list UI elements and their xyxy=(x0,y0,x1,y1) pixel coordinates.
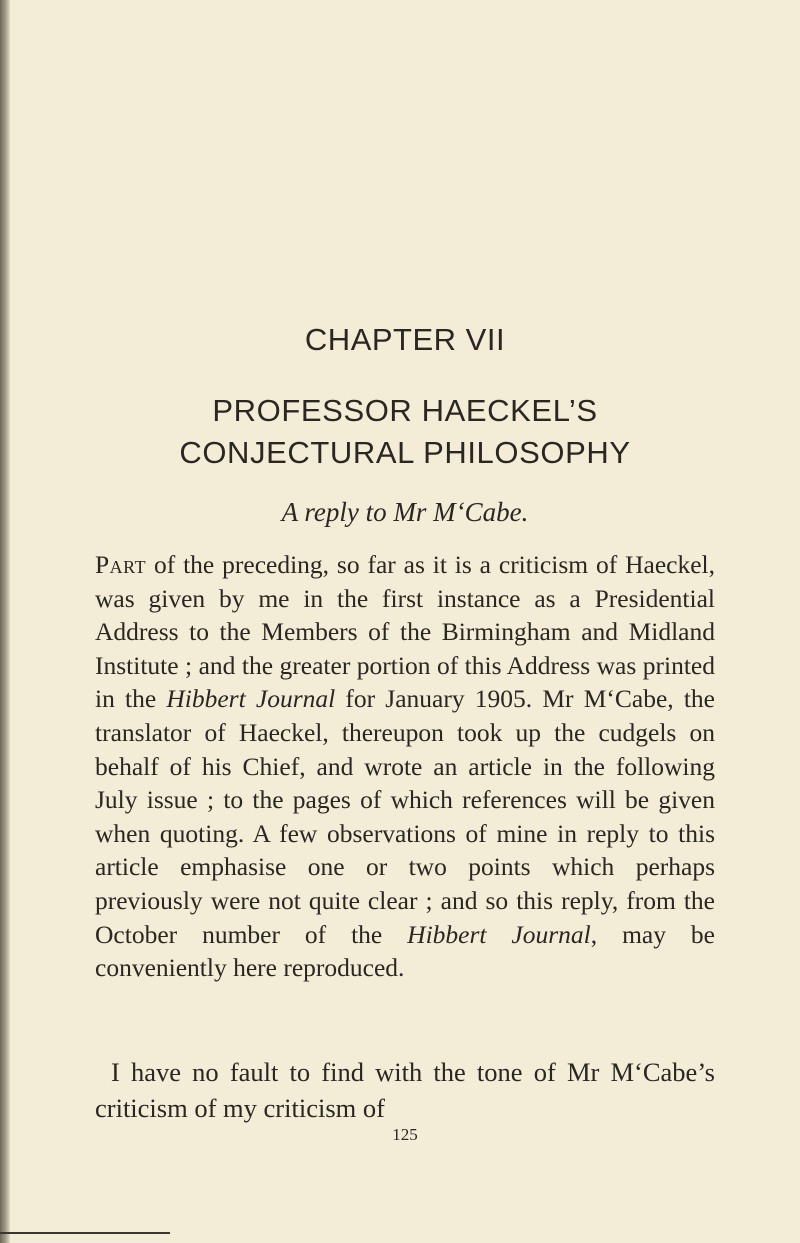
book-page xyxy=(95,0,715,1243)
article-subtitle xyxy=(95,497,715,528)
subtitle-name: M‘Cabe. xyxy=(433,497,529,527)
paragraph-1-text-a: of the preceding, so far as it is a criticism of Haeckel, was given by me in the first instance as a Presidential Address to the Members of the Birmingham and Midland Institute ; and the greater portion of this Address was printed in the xyxy=(95,550,715,714)
paragraph-lead-word: Part xyxy=(95,550,147,579)
paragraph-2 xyxy=(95,1054,715,1126)
chapter-heading: CHAPTER VII xyxy=(304,322,506,357)
journal-name: Hibbert Journal xyxy=(407,919,591,949)
paragraph-1-text-b: for January 1905. Mr M‘Cabe, the translator of Haeckel, thereupon took up the cudgels on behalf of his Chief, and wrote an article in the following July issue ; to the pages of which references will be given when quoting. A few observations of mine in reply to this article emphasise one or two points which perhaps previously were not quite clear ; and so this reply, from the October number of the xyxy=(95,684,715,949)
book-spine-shadow xyxy=(0,0,10,1243)
journal-name: Hibbert Journal xyxy=(166,684,336,714)
paragraph-1 xyxy=(95,548,715,985)
paragraph-2-text: I have no fault to find with the tone of Mr M‘Cabe’s criticism of my criticism of xyxy=(95,1057,715,1123)
subtitle-text: A reply to Mr xyxy=(281,497,434,527)
article-title-line2: CONJECTURAL PHILOSOPHY xyxy=(179,435,631,470)
paragraph-1-text-c: , may be conveniently here reproduced. xyxy=(95,919,715,983)
article-title-line1: PROFESSOR HAECKEL’S xyxy=(212,393,598,428)
article-title xyxy=(95,390,715,474)
page-number: 125 xyxy=(392,1125,418,1144)
